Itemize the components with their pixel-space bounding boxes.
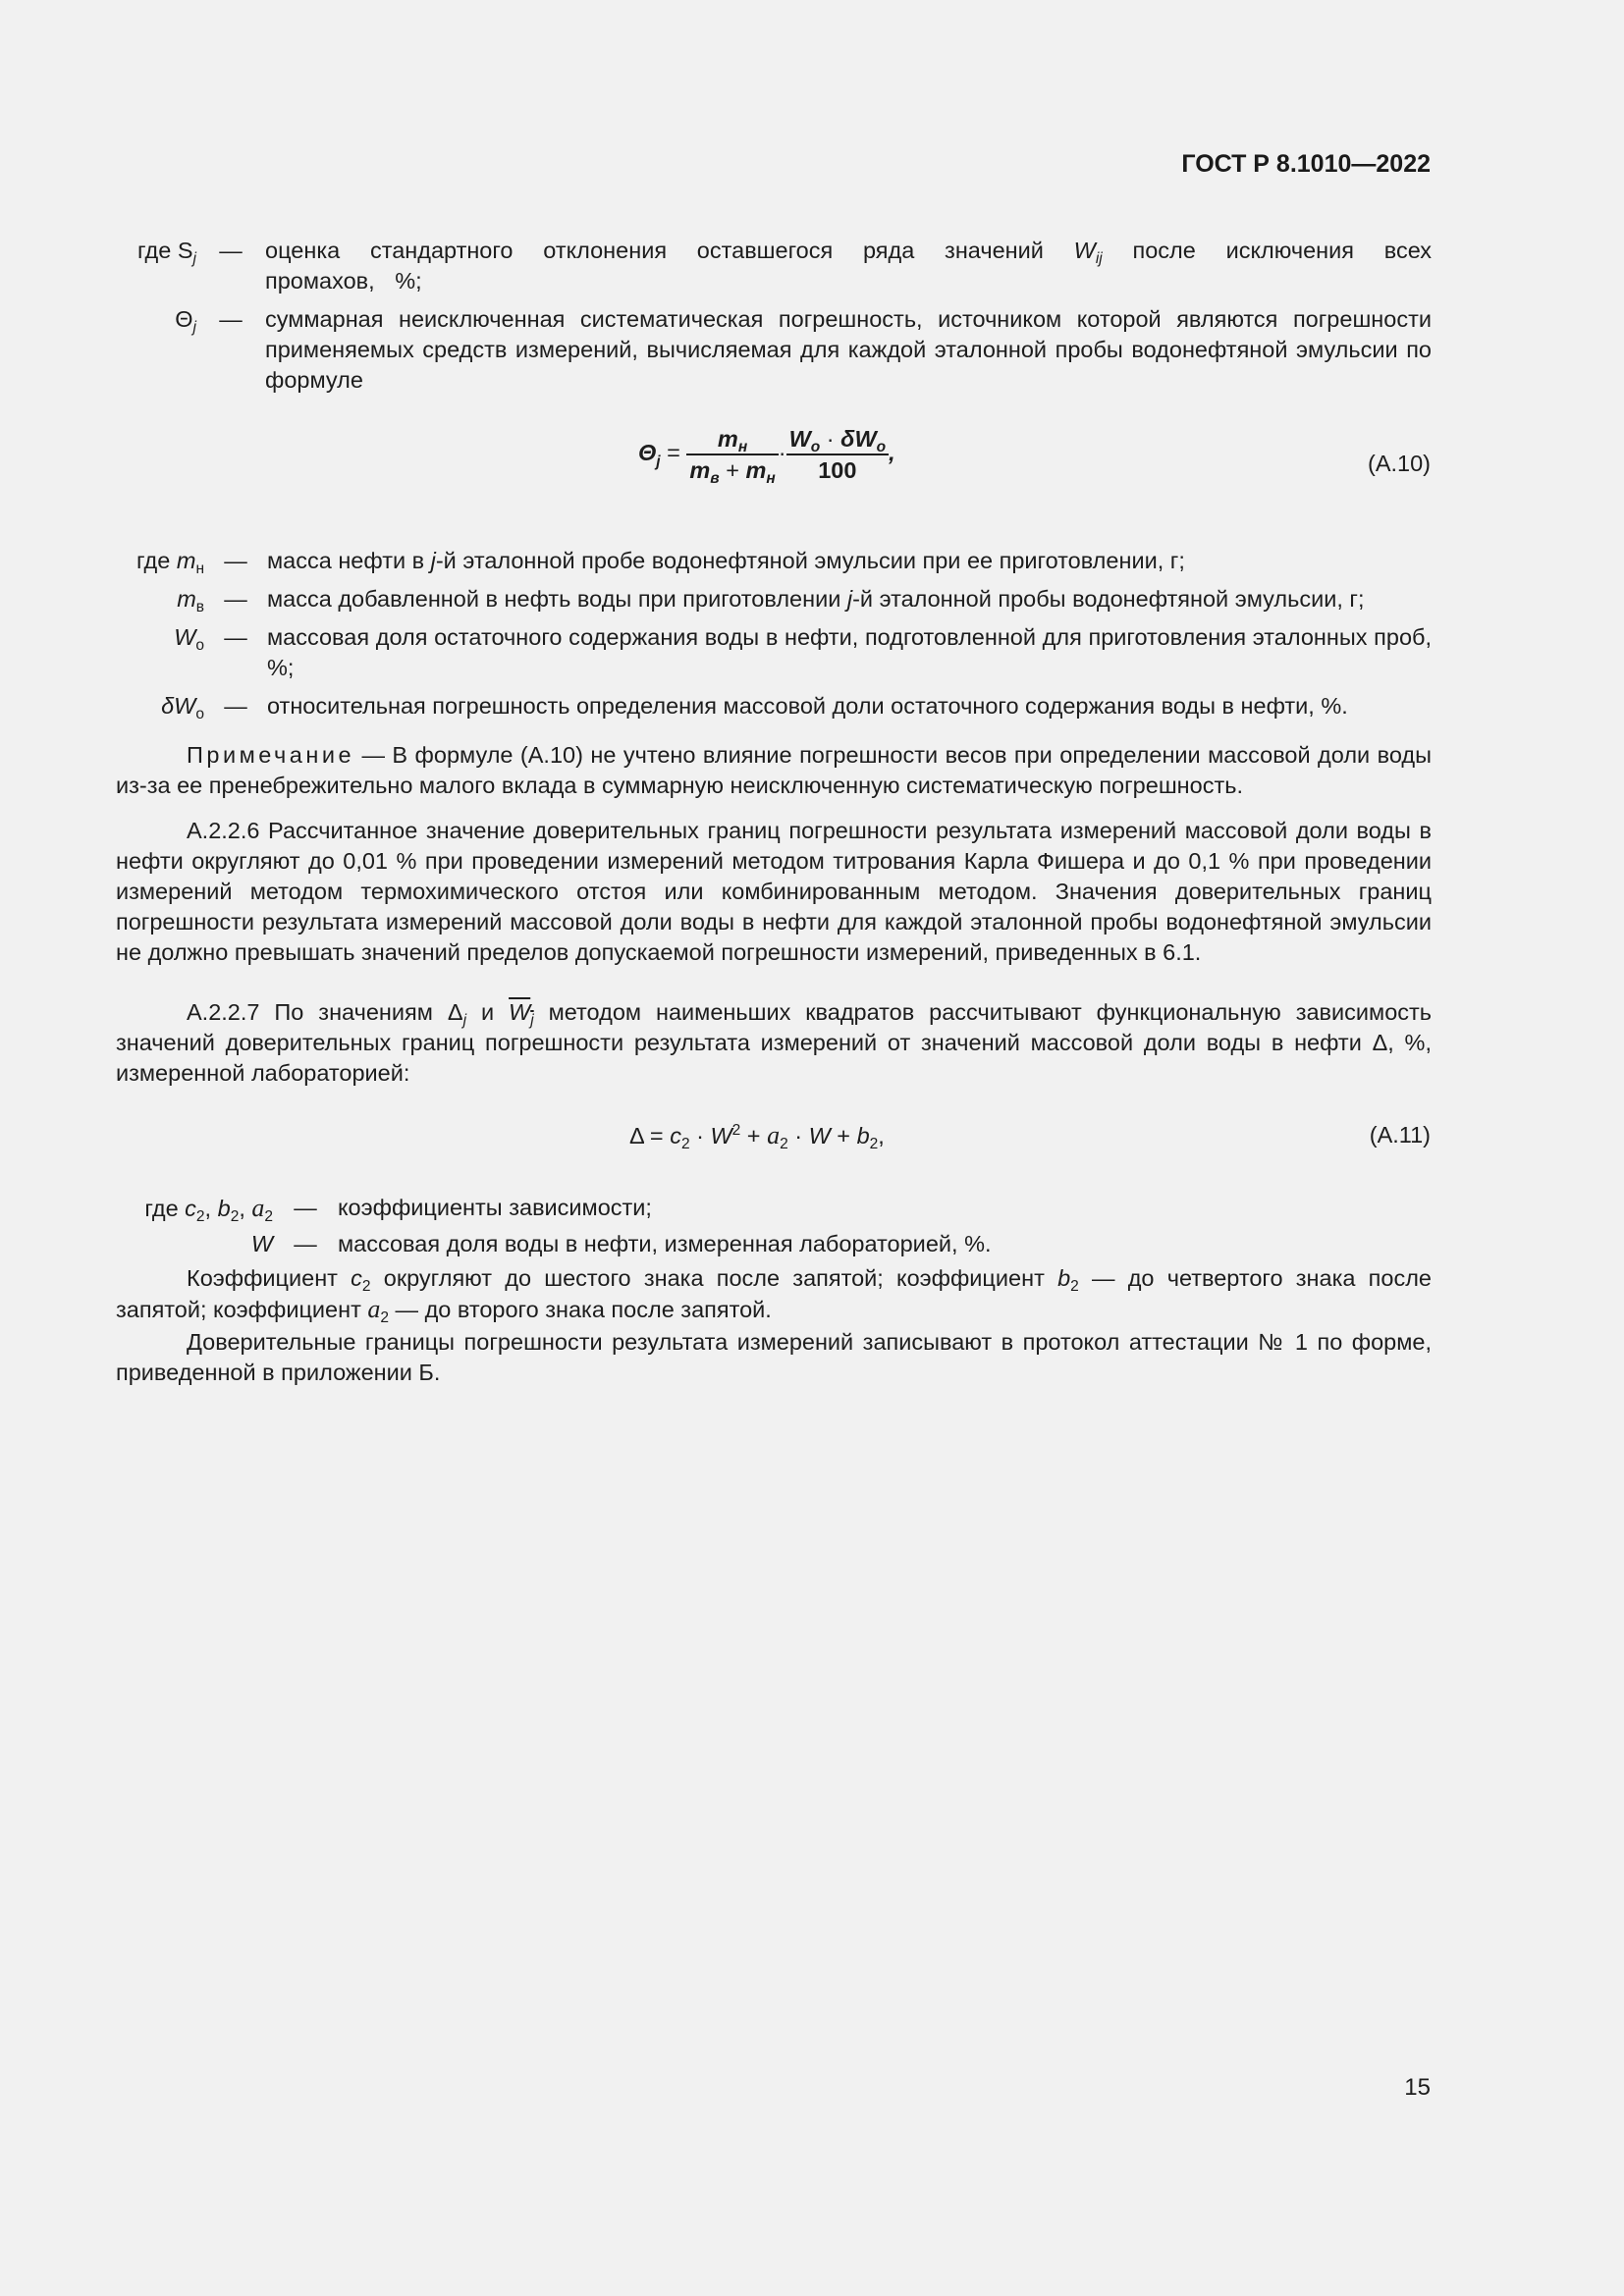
text: оценка стандартного отклонения оставшегося ряда значений — [265, 238, 1074, 263]
dash: — — [224, 693, 247, 719]
formula-subscript: о — [876, 439, 887, 456]
term-text: , — [204, 1196, 218, 1221]
definition-text: коэффициенты зависимости; — [338, 1195, 652, 1220]
definition-text: относительная погрешность определения массовой доли остаточного содержания воды в нефти, %. — [267, 693, 1348, 719]
equation-number-a10: (А.10) — [1368, 451, 1431, 476]
definitions-list-3 — [116, 1193, 1432, 1259]
fraction-numerator — [686, 425, 778, 455]
term-text: где S — [137, 238, 193, 263]
symbol-subscript: 2 — [1070, 1278, 1079, 1296]
formula-symbol: δW — [840, 426, 877, 452]
term-subscript: 2 — [264, 1208, 273, 1226]
formula-superscript: 2 — [731, 1121, 741, 1139]
term-symbol: W — [250, 1231, 273, 1256]
term-text: где — [144, 1196, 186, 1221]
note-paragraph — [116, 740, 1432, 801]
term-subscript: 2 — [230, 1208, 240, 1226]
formula-punctuation: , — [878, 1123, 885, 1148]
formula-symbol: m — [717, 426, 738, 452]
symbol-subscript: 2 — [380, 1309, 390, 1327]
symbol: b — [1057, 1265, 1071, 1291]
term-subscript: 2 — [195, 1208, 205, 1226]
dash: — — [224, 548, 247, 573]
fraction-numerator — [786, 425, 890, 455]
definition-text: массовая доля остаточного содержания воды в нефти, подготовленной для приготовления эталонных проб, %; — [267, 624, 1432, 680]
formula-a11 — [629, 1120, 885, 1151]
equation-number-a11: (А.11) — [1369, 1122, 1431, 1148]
formula-subscript: в — [710, 470, 720, 488]
text: округляют до шестого знака после запятой; коэффициент — [370, 1265, 1058, 1291]
fraction-mass — [686, 425, 778, 488]
paragraph-text: Доверительные границы погрешности результата измерений записывают в протокол аттестации № 1 по форме, приведенной в приложении Б. — [116, 1329, 1432, 1385]
formula-subscript: 2 — [680, 1136, 690, 1153]
term-m-n — [116, 546, 204, 576]
formula-text: Δ = — [629, 1123, 671, 1148]
text: масса нефти в — [267, 548, 431, 573]
text: — до четвертого знака после запятой; коэффициент — [116, 1265, 1432, 1322]
term-w-o — [116, 622, 204, 653]
definitions-list-2 — [116, 546, 1432, 729]
formula-symbol: W — [710, 1123, 732, 1148]
dash: — — [224, 586, 247, 612]
formula-symbol: W — [788, 426, 811, 452]
text: — до второго знака после запятой. — [389, 1297, 772, 1322]
formula-symbol: c — [670, 1123, 681, 1148]
formula-symbol: m — [745, 457, 767, 483]
term-text: , — [239, 1196, 252, 1221]
text: Коэффициент — [187, 1265, 352, 1291]
definition-w — [116, 1229, 1432, 1259]
paragraph-a226 — [116, 816, 1432, 968]
formula-symbol: m — [689, 457, 711, 483]
definitions-list-1 — [116, 236, 1432, 403]
text: -й эталонной пробы водонефтяной эмульсии, г; — [852, 586, 1365, 612]
formula-operator: + — [726, 457, 739, 483]
document-code: ГОСТ Р 8.1010—2022 — [1181, 150, 1431, 178]
formula-subscript: н — [766, 470, 776, 488]
formula-a10 — [638, 425, 895, 488]
definition-text: суммарная неисключенная систематическая погрешность, источником которой являются погрешности применяемых средств измерений, вычисляемая для каждой эталонной пробы водонефтяной эмульсии по формуле — [265, 306, 1432, 393]
symbol-subscript: 2 — [361, 1278, 371, 1296]
text: методом наименьших квадратов рассчитывают функциональную зависимость значений доверительных границ погрешности результата измерений от значений массовой доли воды в нефти Δ, %, измеренной лабораторией: — [116, 999, 1433, 1086]
paragraph-coefficient-rounding — [116, 1263, 1432, 1325]
symbol-subscript: j — [462, 1012, 467, 1030]
formula-subscript: о — [810, 439, 821, 456]
dash: — — [219, 238, 243, 263]
paragraph-protocol — [116, 1327, 1432, 1388]
term-text: Θ — [175, 306, 193, 332]
term-symbol: b — [217, 1196, 231, 1221]
formula-operator: + — [740, 1123, 768, 1148]
formula-operator: · — [826, 426, 835, 452]
term-symbol: W — [174, 624, 196, 650]
formula-subscript: 2 — [780, 1136, 788, 1153]
paragraph-text: А.2.2.6 Рассчитанное значение доверительных границ погрешности результата измерений массовой доли воды в нефти округляют до 0,01 % при проведении измерений методом титрования Карла Фишера и до 0,1 % при проведении измерений методом термохимического отстоя или комбинированным методом. Значения доверительных границ погрешности результата измерений массовой доли воды в нефти для каждой эталонной пробы водонефтяной эмульсии не должно превышать значений пределов допускаемой погрешности измерений, приведенных в 6.1. — [116, 818, 1432, 965]
formula-symbol: Θ — [638, 440, 657, 466]
formula-punctuation: , — [889, 440, 895, 466]
term-delta-w-o — [116, 691, 204, 721]
page-number: 15 — [1404, 2074, 1431, 2101]
symbol: a — [367, 1295, 381, 1323]
formula-symbol: W — [808, 1123, 831, 1148]
text: масса добавленной в нефть воды при приготовлении — [267, 586, 847, 612]
formula-symbol: b — [856, 1123, 870, 1148]
note-label: Примечание — [187, 742, 355, 768]
term-theta-j — [116, 304, 196, 335]
text: А.2.2.7 По значениям Δ — [187, 999, 463, 1025]
dash: — — [294, 1231, 317, 1256]
formula-subscript: j — [656, 453, 661, 470]
definition-w-o — [116, 622, 1432, 683]
formula-operator: + — [830, 1123, 857, 1148]
fraction-denominator — [686, 455, 778, 488]
paragraph-a227 — [116, 997, 1432, 1089]
definition-text — [267, 584, 1432, 614]
formula-operator: · — [689, 1123, 711, 1148]
formula-operator: = — [667, 440, 680, 466]
term-symbol: a — [251, 1194, 265, 1222]
formula-subscript: 2 — [869, 1136, 879, 1153]
term-symbol: m — [176, 548, 196, 573]
symbol-subscript: ij — [1095, 250, 1103, 268]
definition-theta-j — [116, 304, 1432, 396]
term-text: где — [136, 548, 177, 573]
dash: — — [294, 1195, 317, 1220]
definition-coefficients — [116, 1193, 1432, 1224]
term-subscript: н — [195, 561, 204, 578]
term-subscript: о — [195, 637, 204, 655]
term-m-v — [116, 584, 204, 614]
symbol: j — [846, 586, 853, 612]
text: -й эталонной пробе водонефтяной эмульсии при ее приготовлении, г; — [435, 548, 1185, 573]
formula-symbol: a — [767, 1121, 781, 1149]
fraction-water — [786, 425, 890, 484]
definition-text — [265, 236, 1432, 296]
term-subscript: j — [192, 250, 196, 268]
text: после исключения всех промахов, %; — [265, 238, 1433, 294]
term-subscript: в — [195, 599, 204, 616]
definition-m-v — [116, 584, 1432, 614]
formula-subscript: н — [737, 439, 748, 456]
term-subscript: о — [195, 706, 204, 723]
term-subscript: j — [192, 319, 196, 337]
term-w — [116, 1229, 273, 1259]
definition-m-n — [116, 546, 1432, 576]
definition-text — [267, 546, 1432, 576]
dash: — — [219, 306, 243, 332]
formula-operator: · — [787, 1123, 809, 1148]
fraction-denominator: 100 — [818, 457, 857, 483]
definition-delta-w-o — [116, 691, 1432, 721]
term-symbol: c — [185, 1196, 196, 1221]
symbol: c — [351, 1265, 362, 1291]
symbol: W — [509, 999, 531, 1025]
symbol: j — [430, 548, 436, 573]
term-symbol: m — [177, 586, 196, 612]
term-coefficients — [116, 1193, 273, 1224]
symbol: W — [1073, 238, 1096, 263]
definition-s-j — [116, 236, 1432, 296]
term-symbol: δW — [161, 693, 196, 719]
w-j-mean — [509, 999, 534, 1030]
formula-operator: · — [778, 440, 786, 466]
note-text: — В формуле (А.10) не учтено влияние погрешности весов при определении массовой доли воды из-за ее пренебрежительно малого вклада в суммарную неисключенную систематическую погрешность. — [116, 742, 1432, 798]
dash: — — [224, 624, 247, 650]
definition-text: массовая доля воды в нефти, измеренная лабораторией, %. — [338, 1231, 992, 1256]
term-s-j — [116, 236, 196, 266]
text: и — [466, 999, 510, 1025]
symbol-subscript: j — [530, 1012, 534, 1030]
